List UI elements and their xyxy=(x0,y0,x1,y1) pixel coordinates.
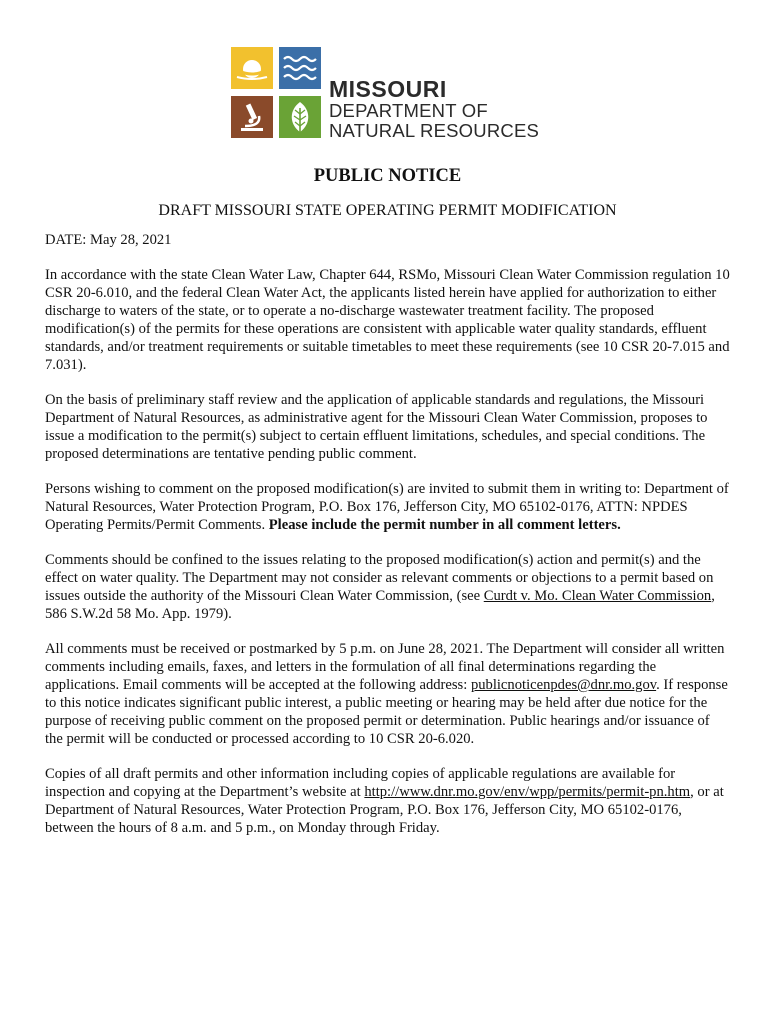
paragraph-comment-scope xyxy=(45,551,730,623)
notice-subtitle: DRAFT MISSOURI STATE OPERATING PERMIT MODIFICATION xyxy=(158,202,617,219)
email-link[interactable]: publicnoticenpdes@dnr.mo.gov xyxy=(470,677,657,693)
logo-resources-line: NATURAL RESOURCES xyxy=(329,120,540,141)
water-waves-icon xyxy=(279,47,321,89)
notice-title: PUBLIC NOTICE xyxy=(313,166,462,186)
comment-scope-text: Comments should be confined to the issues relating to the proposed modification(s) action and permit(s) and the effect on water quality. The Department may not consider as relevant comments or objections to a permit based on issues outside the authority of the Missouri Clean Water Commission, (see xyxy=(45,552,714,604)
microscope-icon xyxy=(231,96,273,138)
copies-text: Copies of all draft permits and other information including copies of applicable regulations are available for inspection and copying at the Department’s website at xyxy=(45,766,676,800)
logo-wordmark xyxy=(329,78,539,141)
logo-department-line: DEPARTMENT OF xyxy=(329,100,488,121)
comment-submission-text: Persons wishing to comment on the proposed modification(s) are invited to submit them in writing to: Department of Natural Resources, Water Protection Program, P.O. Box 176, Jefferson City, MO 65102-0176, ATTN: NPDES Operating Permits/Permit Comments. xyxy=(45,481,729,533)
paragraph-comment-submission xyxy=(45,480,730,534)
website-link[interactable]: http://www.dnr.mo.gov/env/wpp/permits/permit-pn.htm xyxy=(364,784,691,800)
copies-tail: , or at Department of Natural Resources, Water Protection Program, P.O. Box 176, Jefferson City, MO 65102-0176, between the hours of 8 a.m. and 5 p.m., on Monday through Friday. xyxy=(45,784,724,836)
case-citation: Curdt v. Mo. Clean Water Commission xyxy=(483,588,712,604)
paragraph-copies-available xyxy=(45,765,730,837)
paragraph-comment-deadline xyxy=(45,640,730,748)
permit-number-instruction: Please include the permit number in all comment letters. xyxy=(268,517,621,533)
notice-date: DATE: May 28, 2021 xyxy=(45,232,172,248)
comment-deadline-tail: . If response to this notice indicates significant public interest, a public meeting or hearing may be held after due notice for the purpose of receiving public comment on the proposed permit or determination. Public hearings and/or issuance of the permit will be conducted or processed according to 10 CSR 20-6.020. xyxy=(45,677,728,747)
comment-deadline-text: All comments must be received or postmarked by 5 p.m. on June 28, 2021. The Department will consider all written comments including emails, faxes, and letters in the formulation of all final determinations regarding the applications. Email comments will be accepted at the following address: xyxy=(45,641,725,693)
paragraph-authorization: In accordance with the state Clean Water Law, Chapter 644, RSMo, Missouri Clean Water Commission regulation 10 CSR 20-6.010, and the federal Clean Water Act, the applicants listed herein have applied for authorization to either discharge to waters of the state, or to operate a no-discharge wastewater treatment facility. The proposed modification(s) of the permits for these operations are consistent with applicable water quality standards, effluent standards, and/or treatment requirements or suitable timetables to meet these requirements (see 10 CSR 20-7.015 and 7.031). xyxy=(45,267,730,373)
paragraph-staff-review: On the basis of preliminary staff review and the application of applicable standards and regulations, the Missouri Department of Natural Resources, as administrative agent for the Missouri Clean Water Commission, proposes to issue a modification to the permit(s) subject to certain effluent limitations, schedules, and special conditions. The proposed determinations are tentative pending public comment. xyxy=(45,392,708,462)
sun-icon xyxy=(231,47,273,89)
case-citation-tail: , 586 S.W.2d 58 Mo. App. 1979). xyxy=(45,588,715,622)
logo-state-name: MISSOURI xyxy=(329,76,447,102)
notice-body xyxy=(45,165,730,854)
missouri-dnr-logo xyxy=(231,47,551,143)
leaf-icon xyxy=(279,96,321,138)
